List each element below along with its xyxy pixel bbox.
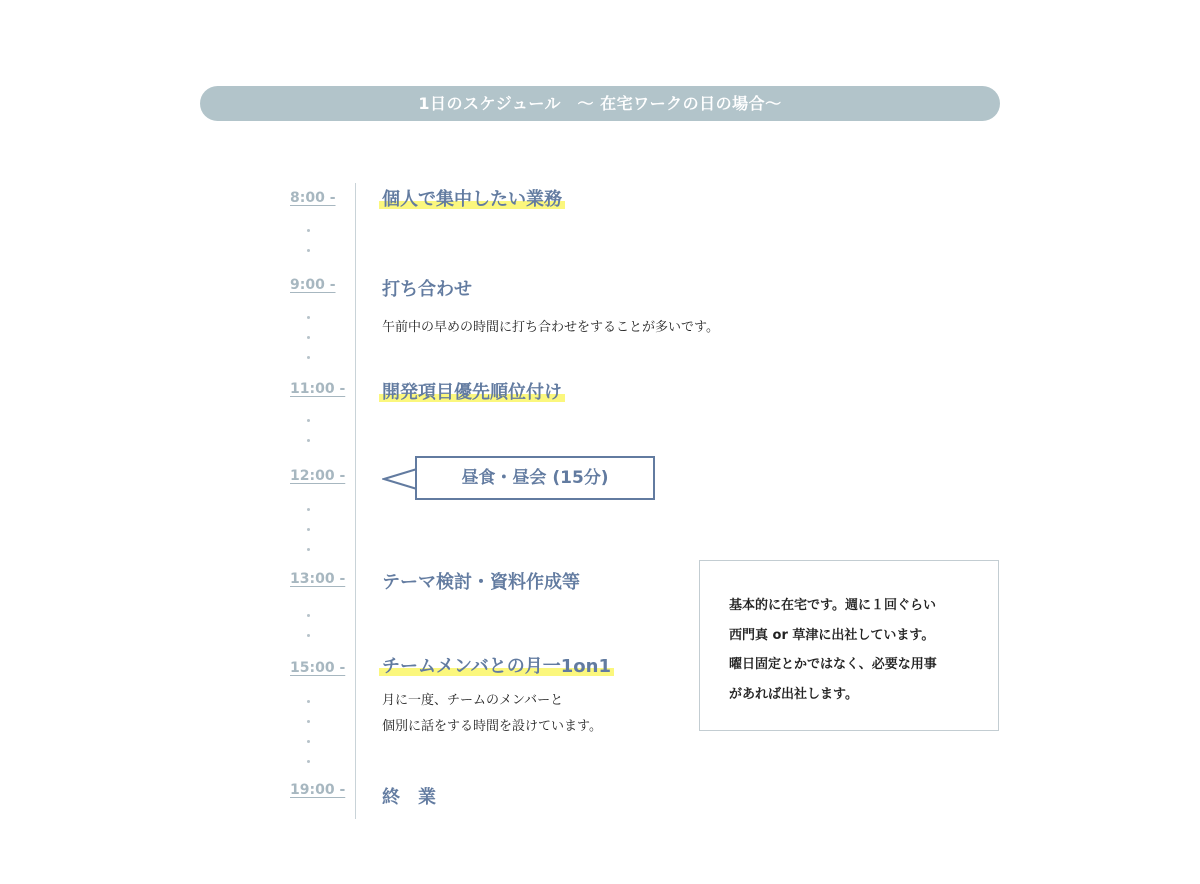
note-line: 曜日固定とかではなく、必要な用事 bbox=[729, 657, 937, 672]
task-desc-1on1-line2: 個別に話をする時間を設けています。 bbox=[382, 719, 602, 734]
note-line: があれば出社します。 bbox=[729, 686, 858, 702]
time-label-1900: 19:00 - bbox=[290, 782, 346, 798]
task-title-focus-work: 個人で集中したい業務 bbox=[379, 185, 565, 211]
schedule-banner: 1日のスケジュール 〜 在宅ワークの日の場合〜 bbox=[200, 86, 1000, 121]
timeline-dot bbox=[307, 634, 310, 637]
task-title-prioritization: 開発項目優先順位付け bbox=[379, 378, 565, 404]
time-label-1200: 12:00 - bbox=[290, 468, 346, 484]
timeline-dot bbox=[307, 508, 310, 511]
timeline-dot bbox=[307, 700, 310, 703]
timeline-dot bbox=[307, 548, 310, 551]
timeline-dot bbox=[307, 419, 310, 422]
timeline-dot bbox=[307, 249, 310, 252]
task-title-1on1: チームメンバとの月一1on1 bbox=[379, 652, 614, 678]
callout-pointer-icon bbox=[382, 468, 418, 492]
time-label-1500: 15:00 - bbox=[290, 660, 346, 676]
timeline-dot bbox=[307, 229, 310, 232]
timeline-dot bbox=[307, 740, 310, 743]
timeline-dot bbox=[307, 316, 310, 319]
note-line: 基本的に在宅です。週に１回ぐらい bbox=[729, 598, 936, 613]
work-style-note bbox=[699, 560, 999, 731]
timeline-dot bbox=[307, 528, 310, 531]
time-label-0800: 8:00 - bbox=[290, 190, 336, 206]
timeline-line bbox=[355, 183, 356, 819]
lunch-callout-label: 昼食・昼会 (15分) bbox=[461, 468, 609, 488]
timeline-dot bbox=[307, 760, 310, 763]
timeline-dot bbox=[307, 356, 310, 359]
task-title-theme-study: テーマ検討・資料作成等 bbox=[382, 572, 580, 593]
lunch-callout bbox=[415, 456, 655, 500]
timeline-dot bbox=[307, 336, 310, 339]
task-title-meeting: 打ち合わせ bbox=[382, 279, 472, 300]
timeline-dot bbox=[307, 720, 310, 723]
task-title-end-of-day: 終 業 bbox=[382, 787, 436, 808]
task-desc-meeting: 午前中の早めの時間に打ち合わせをすることが多いです。 bbox=[382, 320, 719, 335]
timeline-dot bbox=[307, 439, 310, 442]
time-label-0900: 9:00 - bbox=[290, 277, 336, 293]
note-line: 西門真 or 草津に出社しています。 bbox=[729, 627, 935, 643]
timeline-dot bbox=[307, 614, 310, 617]
time-label-1300: 13:00 - bbox=[290, 571, 346, 587]
task-desc-1on1-line1: 月に一度、チームのメンバーと bbox=[382, 693, 564, 708]
time-label-1100: 11:00 - bbox=[290, 381, 346, 397]
